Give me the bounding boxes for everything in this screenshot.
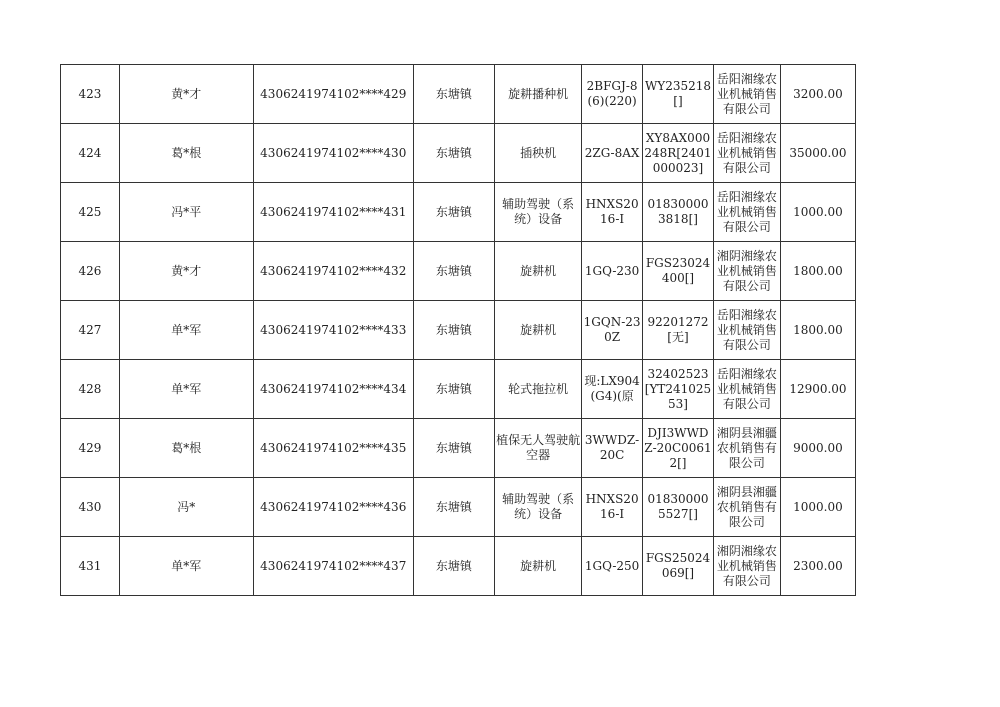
cell-serial-code — [643, 183, 714, 242]
cell-number — [61, 537, 120, 596]
cell-serial-code-text: DJI3WWDZ-20C00612[] — [644, 425, 712, 470]
cell-name-text: 葛*根 — [171, 440, 202, 455]
cell-machine-item-text: 辅助驾驶（系统）设备 — [502, 492, 575, 521]
cell-model — [582, 301, 643, 360]
cell-serial-code-text: XY8AX000248R[2401000023] — [644, 130, 712, 175]
cell-id-number-text: 4306241974102****437 — [260, 558, 407, 573]
cell-name-text: 葛*根 — [171, 145, 202, 160]
cell-town-text: 东塘镇 — [435, 440, 472, 455]
cell-seller — [713, 537, 780, 596]
cell-machine-item — [494, 183, 581, 242]
cell-machine-item-text: 旋耕播种机 — [508, 86, 569, 101]
cell-machine-item — [494, 478, 581, 537]
cell-model-text: 1GQN-230Z — [583, 315, 641, 344]
cell-id-number — [253, 124, 413, 183]
cell-number — [61, 124, 120, 183]
cell-id-number — [253, 301, 413, 360]
cell-town-text: 东塘镇 — [435, 145, 472, 160]
cell-machine-item-text: 旋耕机 — [520, 263, 557, 278]
cell-number-text: 431 — [78, 558, 102, 573]
cell-seller-text: 湘阴县湘疆农机销售有限公司 — [716, 425, 777, 470]
cell-number — [61, 360, 120, 419]
cell-serial-code — [643, 301, 714, 360]
cell-seller-text: 湘阴县湘疆农机销售有限公司 — [716, 484, 777, 529]
cell-seller-text: 湘阴湘缘农业机械销售有限公司 — [716, 248, 777, 293]
cell-number-text: 425 — [78, 204, 102, 219]
cell-model-text: 现:LX904(G4)(原 — [584, 374, 640, 403]
cell-model-text: HNXS2016-I — [585, 197, 639, 226]
cell-machine-item — [494, 242, 581, 301]
cell-name-text: 黄*才 — [171, 263, 202, 278]
cell-name — [119, 360, 253, 419]
cell-model — [582, 183, 643, 242]
cell-seller — [713, 242, 780, 301]
cell-id-number — [253, 65, 413, 124]
cell-town — [413, 419, 494, 478]
cell-town-text: 东塘镇 — [435, 86, 472, 101]
table-row — [61, 183, 856, 242]
cell-name-text: 单*军 — [171, 322, 202, 337]
cell-name-text: 单*军 — [171, 381, 202, 396]
cell-amount — [780, 360, 855, 419]
cell-serial-code — [643, 124, 714, 183]
table-row — [61, 242, 856, 301]
cell-model — [582, 537, 643, 596]
cell-amount — [780, 537, 855, 596]
table-row — [61, 360, 856, 419]
cell-machine-item-text: 轮式拖拉机 — [508, 381, 569, 396]
cell-model — [582, 242, 643, 301]
cell-number-text: 426 — [78, 263, 102, 278]
cell-serial-code — [643, 242, 714, 301]
cell-name — [119, 419, 253, 478]
cell-id-number-text: 4306241974102****436 — [260, 499, 407, 514]
cell-model-text: 3WWDZ-20C — [584, 433, 640, 462]
cell-serial-code — [643, 360, 714, 419]
cell-number-text: 428 — [78, 381, 102, 396]
cell-seller — [713, 183, 780, 242]
table-row — [61, 301, 856, 360]
cell-name-text: 单*军 — [171, 558, 202, 573]
cell-machine-item — [494, 301, 581, 360]
cell-town-text: 东塘镇 — [435, 558, 472, 573]
cell-town — [413, 478, 494, 537]
cell-serial-code-text: 018300005527[] — [647, 492, 709, 521]
cell-amount — [780, 183, 855, 242]
cell-town — [413, 65, 494, 124]
cell-seller — [713, 65, 780, 124]
cell-model-text: 1GQ-250 — [584, 558, 640, 573]
cell-amount-text: 3200.00 — [793, 86, 843, 101]
cell-machine-item-text: 旋耕机 — [520, 558, 557, 573]
cell-id-number-text: 4306241974102****435 — [260, 440, 407, 455]
cell-seller — [713, 360, 780, 419]
cell-machine-item-text: 插秧机 — [520, 145, 557, 160]
cell-amount-text: 1800.00 — [793, 263, 843, 278]
cell-name — [119, 537, 253, 596]
cell-machine-item-text: 旋耕机 — [520, 322, 557, 337]
cell-number — [61, 419, 120, 478]
cell-name — [119, 124, 253, 183]
cell-amount — [780, 419, 855, 478]
cell-serial-code — [643, 419, 714, 478]
cell-amount — [780, 301, 855, 360]
cell-number — [61, 242, 120, 301]
cell-amount-text: 12900.00 — [789, 381, 847, 396]
cell-town-text: 东塘镇 — [435, 263, 472, 278]
subsidy-table — [60, 64, 856, 596]
table-row — [61, 419, 856, 478]
cell-serial-code — [643, 537, 714, 596]
cell-serial-code-text: 92201272[无] — [647, 315, 709, 344]
cell-town — [413, 124, 494, 183]
cell-amount-text: 35000.00 — [789, 145, 847, 160]
cell-model-text: 2BFGJ-8(6)(220) — [586, 79, 638, 108]
cell-town — [413, 537, 494, 596]
cell-amount — [780, 242, 855, 301]
cell-seller — [713, 301, 780, 360]
table-row — [61, 124, 856, 183]
cell-model-text: 2ZG-8AX — [584, 145, 640, 160]
cell-model — [582, 360, 643, 419]
cell-town-text: 东塘镇 — [435, 499, 472, 514]
cell-number — [61, 478, 120, 537]
cell-name-text: 冯*平 — [171, 204, 202, 219]
cell-town-text: 东塘镇 — [435, 204, 472, 219]
cell-number-text: 427 — [78, 322, 102, 337]
cell-number — [61, 183, 120, 242]
cell-number-text: 424 — [78, 145, 102, 160]
cell-machine-item-text: 植保无人驾驶航空器 — [496, 433, 581, 462]
cell-number-text: 423 — [78, 86, 102, 101]
cell-number — [61, 65, 120, 124]
cell-amount — [780, 478, 855, 537]
table-row — [61, 537, 856, 596]
cell-id-number-text: 4306241974102****431 — [260, 204, 407, 219]
cell-name — [119, 65, 253, 124]
cell-serial-code — [643, 65, 714, 124]
cell-id-number-text: 4306241974102****434 — [260, 381, 407, 396]
cell-id-number — [253, 419, 413, 478]
cell-amount-text: 2300.00 — [793, 558, 843, 573]
cell-amount-text: 1800.00 — [793, 322, 843, 337]
cell-id-number-text: 4306241974102****429 — [260, 86, 407, 101]
cell-machine-item — [494, 360, 581, 419]
cell-seller — [713, 419, 780, 478]
cell-id-number-text: 4306241974102****433 — [260, 322, 407, 337]
cell-name — [119, 478, 253, 537]
cell-model — [582, 478, 643, 537]
cell-name-text: 冯* — [177, 499, 196, 514]
cell-town — [413, 301, 494, 360]
cell-amount — [780, 65, 855, 124]
cell-amount-text: 1000.00 — [793, 499, 843, 514]
cell-seller-text: 湘阴湘缘农业机械销售有限公司 — [716, 543, 777, 588]
cell-model-text: HNXS2016-I — [585, 492, 639, 521]
cell-serial-code-text: FGS25024069[] — [645, 551, 711, 580]
cell-id-number — [253, 537, 413, 596]
cell-name — [119, 242, 253, 301]
cell-serial-code-text: WY235218[] — [644, 79, 712, 108]
cell-id-number — [253, 360, 413, 419]
cell-id-number-text: 4306241974102****430 — [260, 145, 407, 160]
cell-seller-text: 岳阳湘缘农业机械销售有限公司 — [716, 189, 777, 234]
table-row — [61, 478, 856, 537]
cell-machine-item — [494, 65, 581, 124]
cell-amount-text: 1000.00 — [793, 204, 843, 219]
cell-town — [413, 242, 494, 301]
cell-number-text: 429 — [78, 440, 102, 455]
cell-town — [413, 183, 494, 242]
cell-town-text: 东塘镇 — [435, 381, 472, 396]
cell-model — [582, 65, 643, 124]
cell-serial-code-text: 018300003818[] — [647, 197, 709, 226]
cell-machine-item — [494, 537, 581, 596]
cell-seller-text: 岳阳湘缘农业机械销售有限公司 — [716, 366, 777, 411]
cell-model — [582, 124, 643, 183]
cell-serial-code — [643, 478, 714, 537]
cell-seller — [713, 478, 780, 537]
cell-model-text: 1GQ-230 — [584, 263, 640, 278]
cell-serial-code-text: FGS23024400[] — [645, 256, 711, 285]
cell-number-text: 430 — [78, 499, 102, 514]
cell-name-text: 黄*才 — [171, 86, 202, 101]
cell-name — [119, 301, 253, 360]
cell-machine-item-text: 辅助驾驶（系统）设备 — [502, 197, 575, 226]
cell-number — [61, 301, 120, 360]
cell-seller-text: 岳阳湘缘农业机械销售有限公司 — [716, 307, 777, 352]
cell-serial-code-text: 32402523[YT24102553] — [644, 366, 712, 411]
cell-id-number — [253, 478, 413, 537]
table-body — [61, 65, 856, 596]
cell-town-text: 东塘镇 — [435, 322, 472, 337]
cell-id-number — [253, 242, 413, 301]
cell-amount-text: 9000.00 — [793, 440, 843, 455]
cell-seller — [713, 124, 780, 183]
cell-seller-text: 岳阳湘缘农业机械销售有限公司 — [716, 130, 777, 175]
table-row — [61, 65, 856, 124]
cell-machine-item — [494, 419, 581, 478]
cell-amount — [780, 124, 855, 183]
cell-id-number — [253, 183, 413, 242]
cell-model — [582, 419, 643, 478]
cell-town — [413, 360, 494, 419]
cell-name — [119, 183, 253, 242]
cell-machine-item — [494, 124, 581, 183]
cell-seller-text: 岳阳湘缘农业机械销售有限公司 — [716, 71, 777, 116]
cell-id-number-text: 4306241974102****432 — [260, 263, 407, 278]
